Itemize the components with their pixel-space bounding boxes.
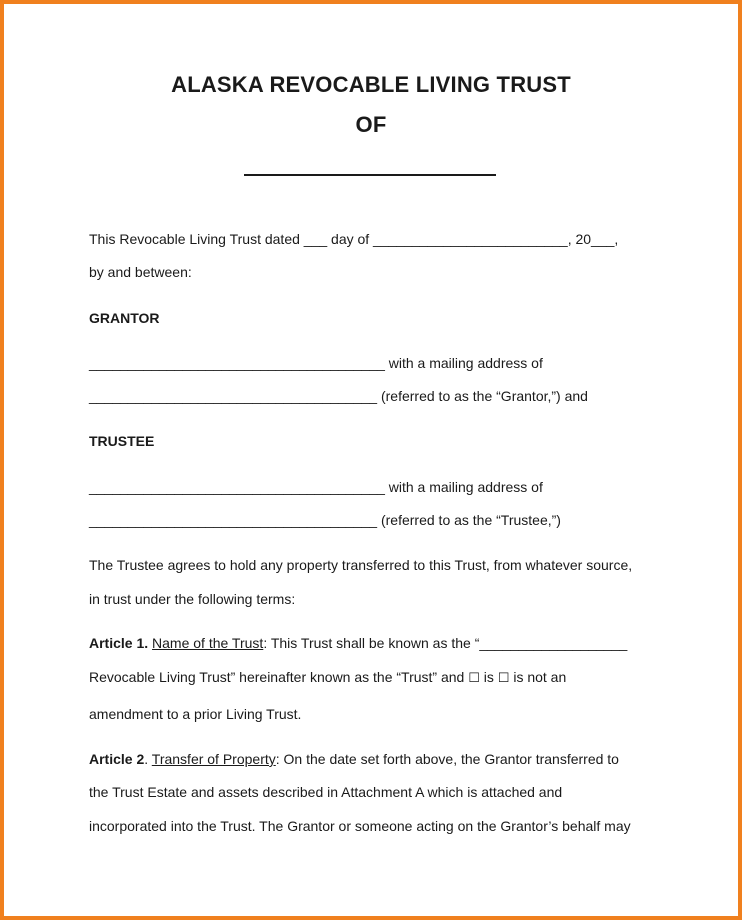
article-1-line-2 xyxy=(89,668,566,687)
article-2-line-1 xyxy=(89,750,619,768)
trustee-line-2: _____________________________________ (referred to as the “Trustee,”) xyxy=(89,512,561,528)
grantor-line-1: ______________________________________ with a mailing address of xyxy=(89,355,543,371)
grantor-line-2: _____________________________________ (referred to as the “Grantor,”) and xyxy=(89,388,588,404)
article-1-text: : This Trust shall be known as the “___________________ xyxy=(263,635,628,651)
is-label: is xyxy=(483,669,494,685)
is-not-label: is not an xyxy=(513,669,567,685)
grantor-heading: GRANTOR xyxy=(89,310,160,326)
is-amendment-checkbox[interactable]: ☐ xyxy=(468,670,480,685)
intro-line-1: This Revocable Living Trust dated ___ day of _________________________, 20___, xyxy=(89,231,619,247)
intro-line-2: by and between: xyxy=(89,264,192,280)
trustee-line-1: ______________________________________ with a mailing address of xyxy=(89,479,543,495)
article-2-label: Article 2 xyxy=(89,751,145,767)
article-2-text: : On the date set forth above, the Grantor transferred to xyxy=(275,751,619,767)
article-1-heading: Name of the Trust xyxy=(152,635,264,651)
article-2-line-3: incorporated into the Trust. The Grantor or someone acting on the Grantor’s behalf may xyxy=(89,818,631,834)
article-2-heading: Transfer of Property xyxy=(151,751,276,767)
article-1-line-3: amendment to a prior Living Trust. xyxy=(89,706,302,722)
article-2-line-2: the Trust Estate and assets described in Attachment A which is attached and xyxy=(89,784,563,800)
document-title: ALASKA REVOCABLE LIVING TRUST xyxy=(171,72,571,97)
article-1-line-1 xyxy=(89,634,627,652)
article-1-text-2: Revocable Living Trust” hereinafter known as the “Trust” and xyxy=(89,669,465,685)
agreement-line-1: The Trustee agrees to hold any property transferred to this Trust, from whatever source, xyxy=(89,557,633,573)
article-1-label: Article 1. xyxy=(89,635,149,651)
trust-name-blank-line xyxy=(244,174,496,176)
trustee-heading: TRUSTEE xyxy=(89,433,155,449)
document-title-of: OF xyxy=(355,112,387,137)
is-not-amendment-checkbox[interactable]: ☐ xyxy=(497,670,510,685)
article-2-period: . xyxy=(144,751,149,767)
agreement-line-2: in trust under the following terms: xyxy=(89,591,296,607)
